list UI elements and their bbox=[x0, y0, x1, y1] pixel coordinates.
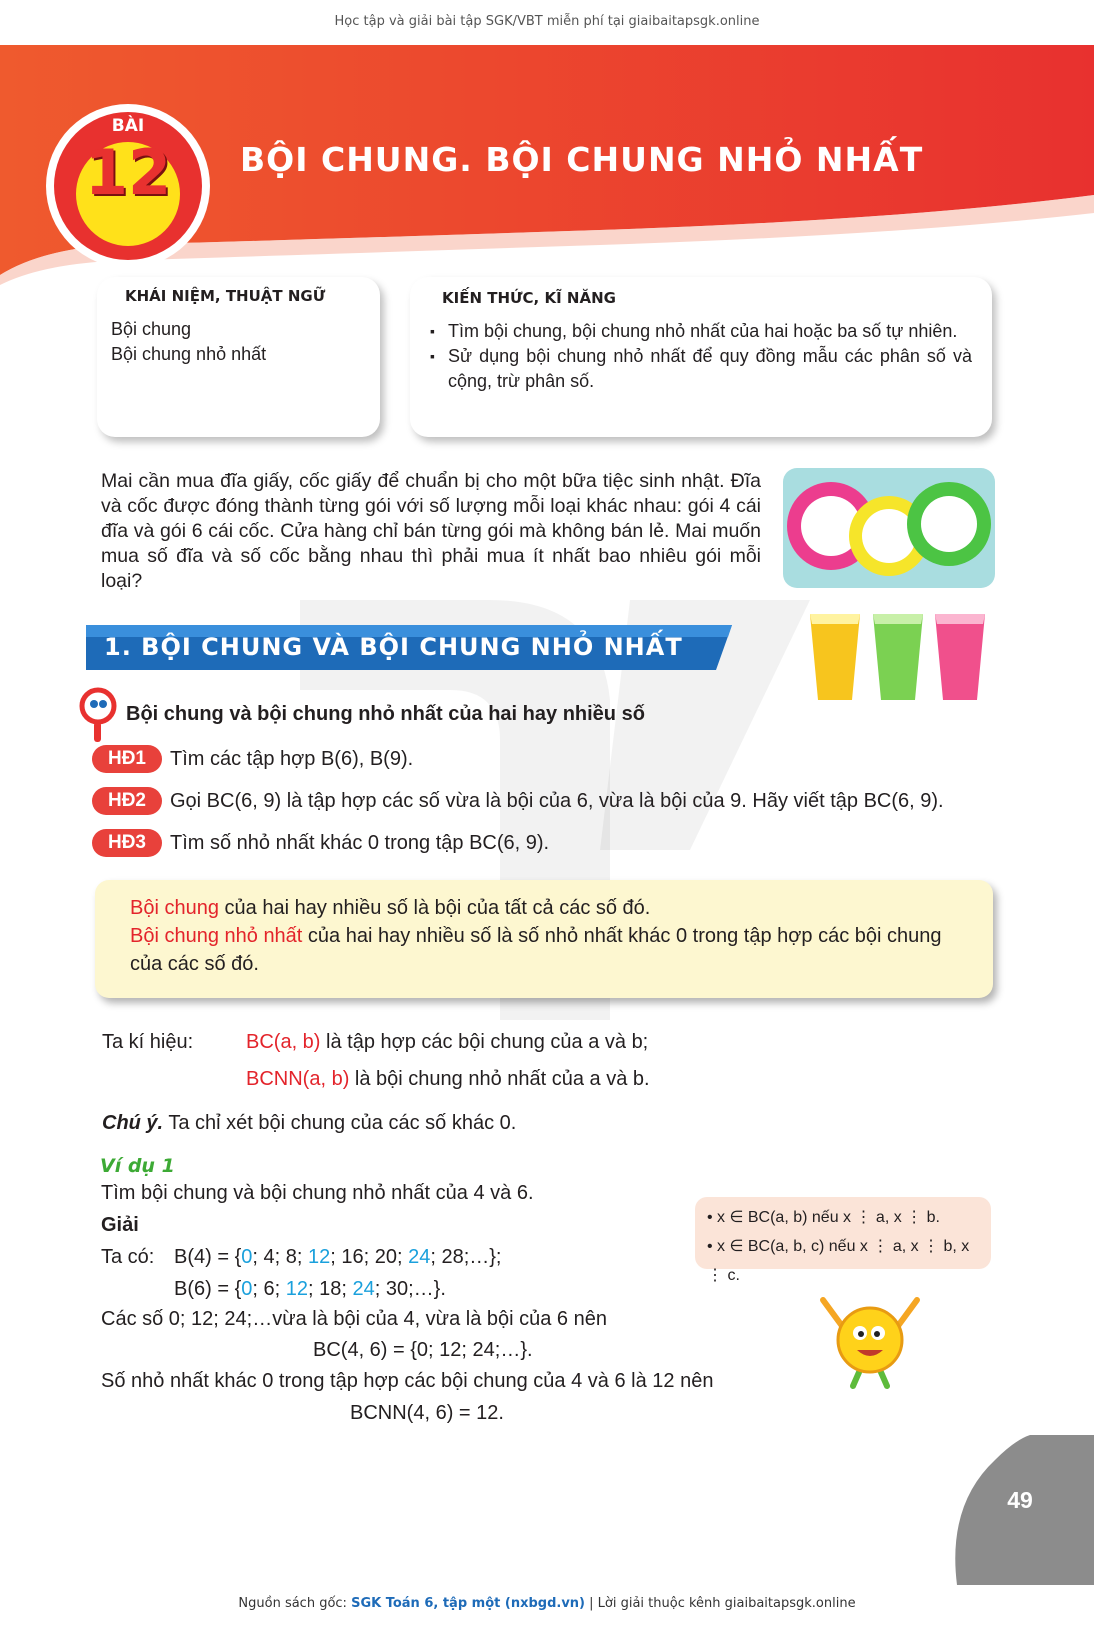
header-note: Học tập và giải bài tập SGK/VBT miễn phí tại giaibaitapsgk.online bbox=[334, 14, 760, 29]
bcnn-text: là bội chung nhỏ nhất của a và b. bbox=[349, 1068, 650, 1090]
skill-item: ▪ Sử dụng bội chung nhỏ nhất để quy đồng mẫu các phân số và cộng, trừ phân số. bbox=[430, 344, 972, 394]
activity-row bbox=[92, 744, 413, 774]
activity-row bbox=[92, 828, 549, 858]
cups-image bbox=[805, 612, 995, 702]
activity-text: Tìm các tập hợp B(6), B(9). bbox=[170, 747, 414, 770]
notation-bcnn bbox=[246, 1066, 650, 1092]
magnifier-mascot-icon bbox=[76, 684, 120, 744]
definition-line-1 bbox=[130, 894, 958, 922]
page-number: 49 bbox=[1007, 1487, 1033, 1513]
plates-image bbox=[783, 468, 995, 588]
footer-suffix: | Lời giải thuộc kênh giaibaitapsgk.online bbox=[585, 1596, 856, 1611]
note bbox=[102, 1110, 516, 1136]
example-line: Số nhỏ nhất khác 0 trong tập hợp các bội chung của 4 và 6 là 12 nên bbox=[101, 1370, 714, 1392]
note-text: Ta chỉ xét bội chung của các số khác 0. bbox=[163, 1112, 517, 1134]
sun-mascot-icon bbox=[815, 1290, 925, 1390]
lesson-number: 12 bbox=[84, 136, 172, 209]
example-prefix: Ta có: bbox=[101, 1246, 155, 1268]
example-line: Các số 0; 12; 24;…vừa là bội của 4, vừa là bội của 6 nên bbox=[101, 1308, 607, 1330]
definition-term: Bội chung bbox=[130, 897, 219, 919]
definition-text: của hai hay nhiều số là bội của tất cả các số đó. bbox=[218, 897, 651, 919]
example-line: BC(4, 6) = {0; 12; 24;…}. bbox=[313, 1339, 533, 1361]
activity-tag: HĐ1 bbox=[92, 745, 162, 773]
definition-box bbox=[95, 880, 993, 998]
term-item: Bội chung nhỏ nhất bbox=[111, 344, 267, 364]
notation-bc bbox=[246, 1029, 648, 1055]
solution-label: Giải bbox=[101, 1214, 139, 1236]
bcnn-symbol: BCNN(a, b) bbox=[246, 1068, 350, 1090]
activity-row bbox=[92, 786, 944, 816]
footer-prefix: Nguồn sách gốc: bbox=[238, 1596, 352, 1611]
section-title: 1. BỘI CHUNG VÀ BỘI CHUNG NHỎ NHẤT bbox=[104, 633, 683, 661]
definition-text: của hai hay nhiều số là số nhỏ nhất khác 0 trong tập hợp các bội chung của các số đó. bbox=[130, 925, 942, 975]
lesson-word: BÀI bbox=[111, 116, 145, 136]
lesson-badge bbox=[44, 102, 212, 270]
definition-term: Bội chung nhỏ nhất bbox=[130, 925, 303, 947]
tip-line: • x ∈ BC(a, b) nếu x ⋮ a, x ⋮ b. bbox=[707, 1209, 940, 1226]
skills-heading: KIẾN THỨC, KĨ NĂNG bbox=[442, 289, 616, 307]
tip-bubble bbox=[695, 1197, 991, 1284]
intro-paragraph: Mai cần mua đĩa giấy, cốc giấy để chuẩn bị cho một bữa tiệc sinh nhật. Đĩa và cốc được đóng thành từng gói với số lượng mỗi loại khác nhau: gói 4 cái đĩa và gói 6 cái cốc. Cửa hàng chỉ bán từng gói mà không bán lẻ. Mai muốn mua số đĩa và số cốc bằng nhau thì phải mua ít nhất bao nhiêu gói mỗi loại? bbox=[101, 470, 761, 592]
subheading: Bội chung và bội chung nhỏ nhất của hai hay nhiều số bbox=[126, 703, 645, 725]
note-label: Chú ý. bbox=[102, 1112, 164, 1134]
example-line: BCNN(4, 6) = 12. bbox=[350, 1402, 504, 1424]
skill-item: ▪ Tìm bội chung, bội chung nhỏ nhất của hai hoặc ba số tự nhiên. bbox=[430, 319, 972, 344]
lesson-title: BỘI CHUNG. BỘI CHUNG NHỎ NHẤT bbox=[240, 140, 924, 179]
terms-heading: KHÁI NIỆM, THUẬT NGỮ bbox=[125, 287, 326, 305]
activity-tag: HĐ2 bbox=[92, 787, 162, 815]
skills-card bbox=[410, 277, 992, 437]
footer-source-link[interactable]: SGK Toán 6, tập một (nxbgd.vn) bbox=[351, 1596, 585, 1611]
term-item: Bội chung bbox=[111, 319, 192, 339]
bc-symbol: BC(a, b) bbox=[246, 1031, 321, 1053]
activity-tag: HĐ3 bbox=[92, 829, 162, 857]
notation-label: Ta kí hiệu: bbox=[102, 1031, 194, 1053]
tip-line: • x ∈ BC(a, b, c) nếu x ⋮ a, x ⋮ b, x ⋮ c. bbox=[707, 1238, 970, 1284]
example-b6: B(6) = {0; 6; 12; 18; 24; 30;…}. bbox=[174, 1278, 446, 1300]
example-b4: B(4) = {0; 4; 8; 12; 16; 20; 24; 28;…}; bbox=[174, 1246, 502, 1268]
bc-text: là tập hợp các bội chung của a và b; bbox=[320, 1031, 649, 1053]
definition-line-2 bbox=[130, 922, 958, 978]
example-heading: Ví dụ 1 bbox=[100, 1155, 175, 1177]
example-problem: Tìm bội chung và bội chung nhỏ nhất của 4 và 6. bbox=[101, 1182, 534, 1204]
activity-text: Tìm số nhỏ nhất khác 0 trong tập BC(6, 9). bbox=[170, 831, 550, 854]
footer bbox=[0, 1596, 1094, 1611]
terms-card bbox=[97, 277, 380, 437]
activity-text: Gọi BC(6, 9) là tập hợp các số vừa là bội của 6, vừa là bội của 9. Hãy viết tập BC(6, 9). bbox=[170, 789, 944, 812]
